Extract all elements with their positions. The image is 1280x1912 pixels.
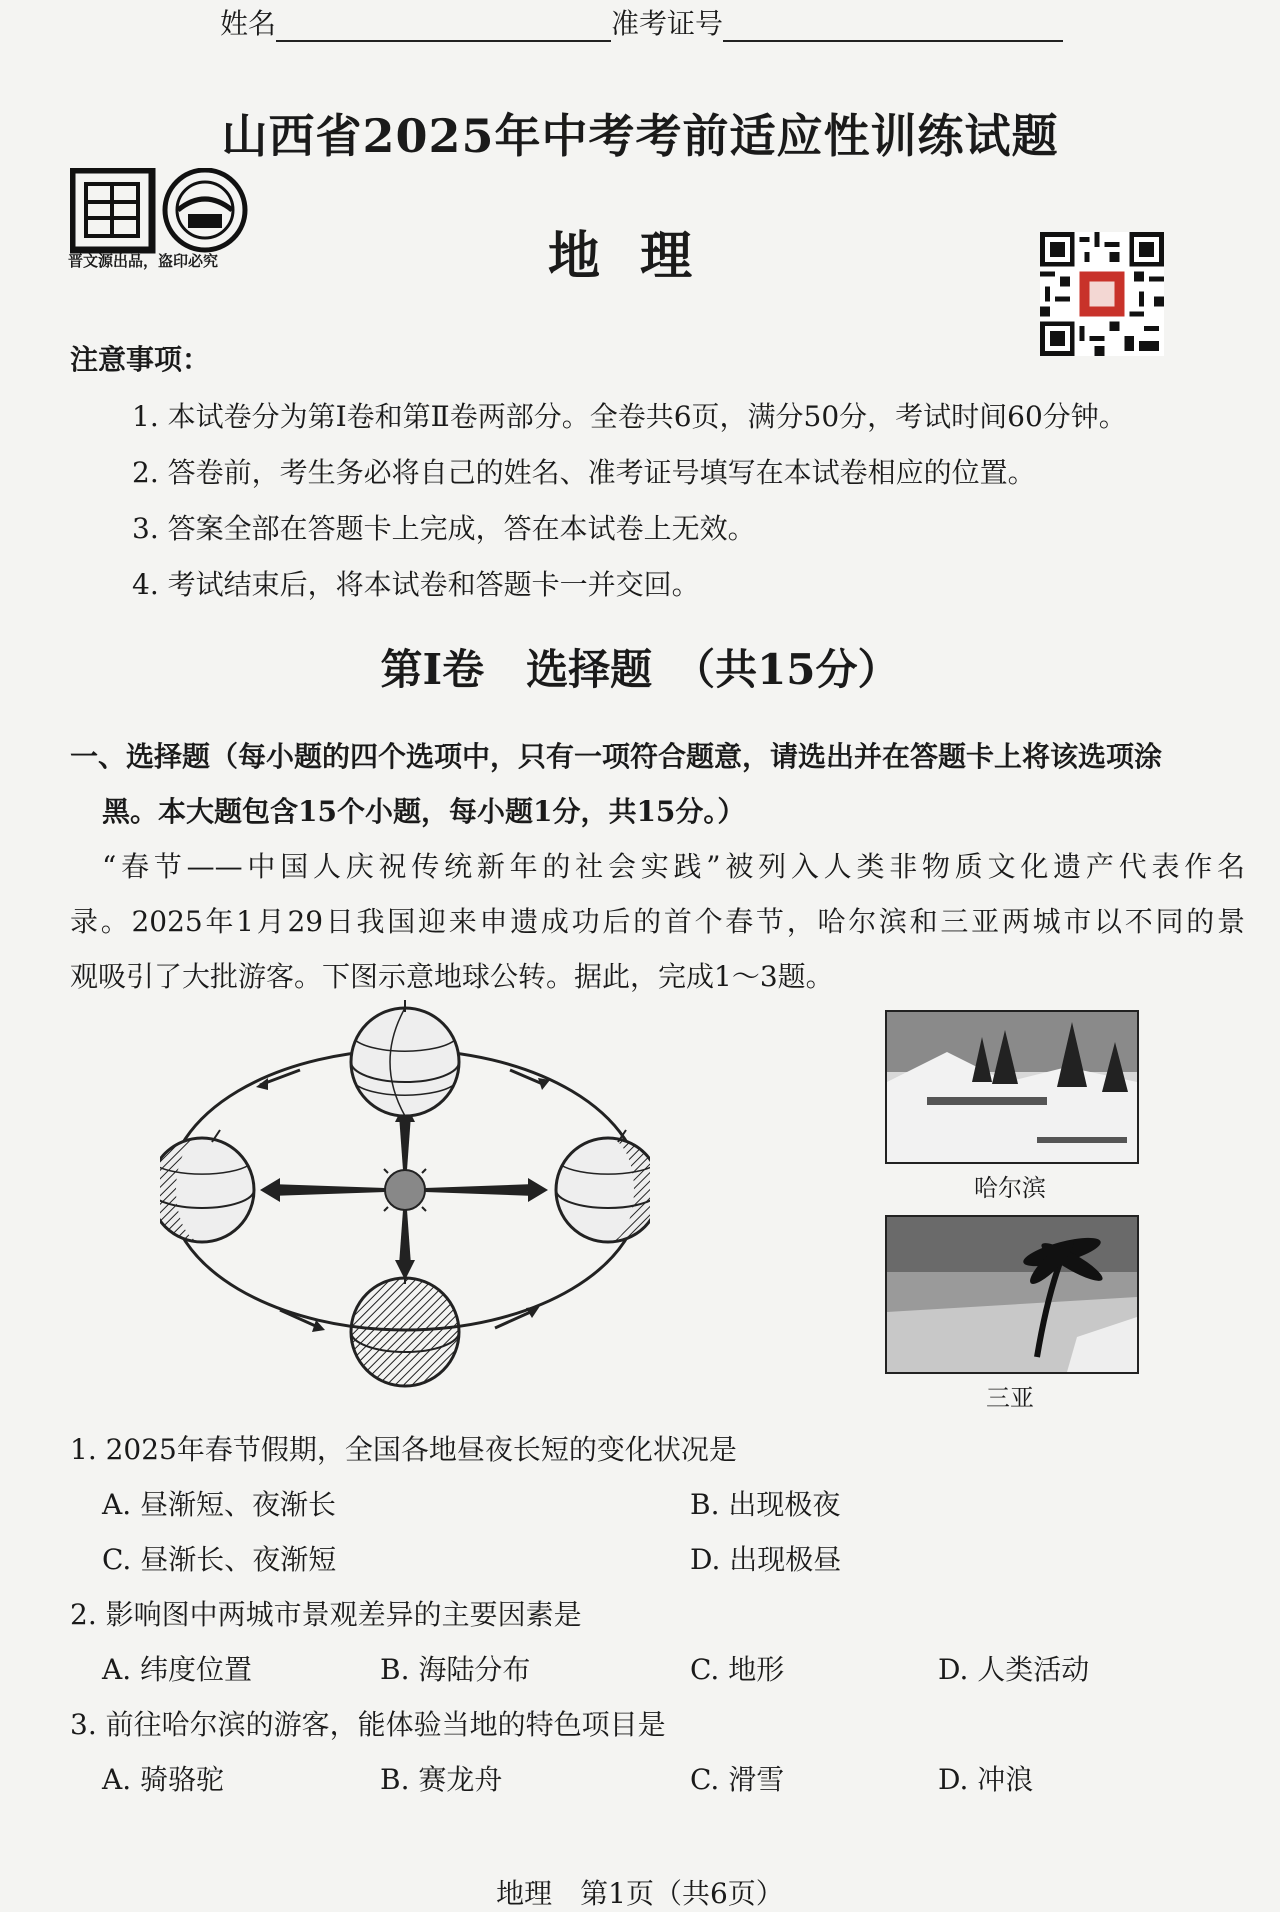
option-a[interactable]: A. 骑骆驼 xyxy=(102,1763,225,1796)
name-label: 姓名 xyxy=(220,7,277,40)
exam-id-label: 准考证号 xyxy=(611,7,724,40)
option-b[interactable]: B. 赛龙舟 xyxy=(380,1763,503,1796)
question-stem: 3. 前往哈尔滨的游客，能体验当地的特色项目是 xyxy=(70,1708,666,1741)
notice-item: 4. 考试结束后，将本试卷和答题卡一并交回。 xyxy=(132,568,700,601)
sanya-caption: 三亚 xyxy=(986,1384,1034,1412)
option-c[interactable]: C. 昼渐长、夜渐短 xyxy=(102,1543,337,1576)
harbin-photo xyxy=(885,1010,1139,1164)
earth-globe-top xyxy=(351,1000,459,1116)
sanya-photo xyxy=(885,1215,1139,1374)
notice-item: 3. 答案全部在答题卡上完成，答在本试卷上无效。 xyxy=(132,512,756,545)
question-stem: 2. 影响图中两城市景观差异的主要因素是 xyxy=(70,1598,582,1631)
earth-globe-bottom xyxy=(351,1270,459,1386)
earth-globe-right xyxy=(556,1130,650,1242)
passage-line: 观吸引了大批游客。下图示意地球公转。据此，完成1～3题。 xyxy=(70,960,834,993)
harbin-caption: 哈尔滨 xyxy=(974,1174,1046,1202)
section-title: 第Ⅰ卷 选择题 （共15分） xyxy=(380,645,900,694)
notice-heading: 注意事项： xyxy=(70,343,211,376)
candidate-info-row xyxy=(220,2,1063,42)
notice-item: 2. 答卷前，考生务必将自己的姓名、准考证号填写在本试卷相应的位置。 xyxy=(132,456,1036,489)
earth-globe-left xyxy=(160,1130,254,1242)
question-instruction-line: 一、选择题（每小题的四个选项中，只有一项符合题意，请选出并在答题卡上将该选项涂 xyxy=(70,740,1163,773)
subject-title: 地理 xyxy=(547,226,732,287)
notice-item: 1. 本试卷分为第Ⅰ卷和第Ⅱ卷两部分。全卷共6页，满分50分，考试时间60分钟。 xyxy=(132,400,1127,433)
passage-line: “春节——中国人庆祝传统新年的社会实践”被列入人类非物质文化遗产代表作名 xyxy=(102,850,1245,883)
option-c[interactable]: C. 滑雪 xyxy=(690,1763,785,1796)
option-d[interactable]: D. 人类活动 xyxy=(938,1653,1090,1686)
option-c[interactable]: C. 地形 xyxy=(690,1653,785,1686)
exam-id-field[interactable] xyxy=(723,6,1063,42)
passage-line: 录。2025年1月29日我国迎来申遗成功后的首个春节，哈尔滨和三亚两城市以不同的景 xyxy=(70,905,1245,938)
paper-title: 山西省2025年中考考前适应性训练试题 xyxy=(221,109,1059,163)
option-a[interactable]: A. 昼渐短、夜渐长 xyxy=(102,1488,337,1521)
option-d[interactable]: D. 冲浪 xyxy=(938,1763,1034,1796)
option-b[interactable]: B. 出现极夜 xyxy=(690,1488,841,1521)
name-field[interactable] xyxy=(276,6,611,42)
option-b[interactable]: B. 海陆分布 xyxy=(380,1653,531,1686)
qr-code-icon xyxy=(1040,232,1164,356)
question-instruction-line: 黑。本大题包含15个小题，每小题1分，共15分。） xyxy=(102,795,746,828)
earth-revolution-diagram xyxy=(160,1000,650,1400)
page-footer: 地理 第1页（共6页） xyxy=(496,1877,784,1910)
question-stem: 1. 2025年春节假期，全国各地昼夜长短的变化状况是 xyxy=(70,1433,737,1466)
option-d[interactable]: D. 出现极昼 xyxy=(690,1543,842,1576)
logo-caption: 晋文源出品，盗印必究 xyxy=(68,252,219,270)
option-a[interactable]: A. 纬度位置 xyxy=(102,1653,253,1686)
